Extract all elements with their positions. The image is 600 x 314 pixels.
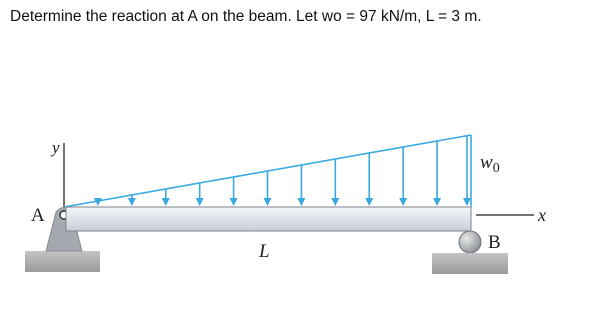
beam bbox=[66, 207, 471, 231]
load-arrow-head bbox=[433, 198, 441, 206]
triangular-load bbox=[64, 135, 471, 207]
load-arrow-head bbox=[331, 198, 339, 206]
load-arrow-head bbox=[230, 198, 238, 206]
ground-b bbox=[432, 253, 508, 274]
load-w-symbol: w bbox=[480, 152, 493, 173]
load-arrow-head bbox=[399, 198, 407, 206]
ground-a bbox=[25, 251, 100, 272]
support-a-label: A bbox=[31, 205, 45, 226]
support-b-label: B bbox=[488, 232, 501, 253]
load-intensity-label bbox=[480, 152, 500, 176]
load-arrow-head bbox=[264, 198, 272, 206]
load-subscript: 0 bbox=[492, 161, 500, 176]
load-arrow-head bbox=[128, 198, 136, 206]
x-axis-label: x bbox=[538, 205, 546, 225]
length-label: L bbox=[259, 241, 270, 262]
load-arrow-head bbox=[365, 198, 373, 206]
roller bbox=[459, 231, 481, 253]
y-axis-label: y bbox=[52, 138, 60, 157]
problem-statement: Determine the reaction at A on the beam. Let wo = 97 kN/m, L = 3 m. bbox=[10, 8, 482, 25]
load-arrow-head bbox=[463, 198, 471, 206]
load-arrow-head bbox=[196, 198, 204, 206]
load-arrow-head bbox=[297, 198, 305, 206]
load-arrows bbox=[94, 136, 471, 206]
load-arrow-head bbox=[162, 198, 170, 206]
